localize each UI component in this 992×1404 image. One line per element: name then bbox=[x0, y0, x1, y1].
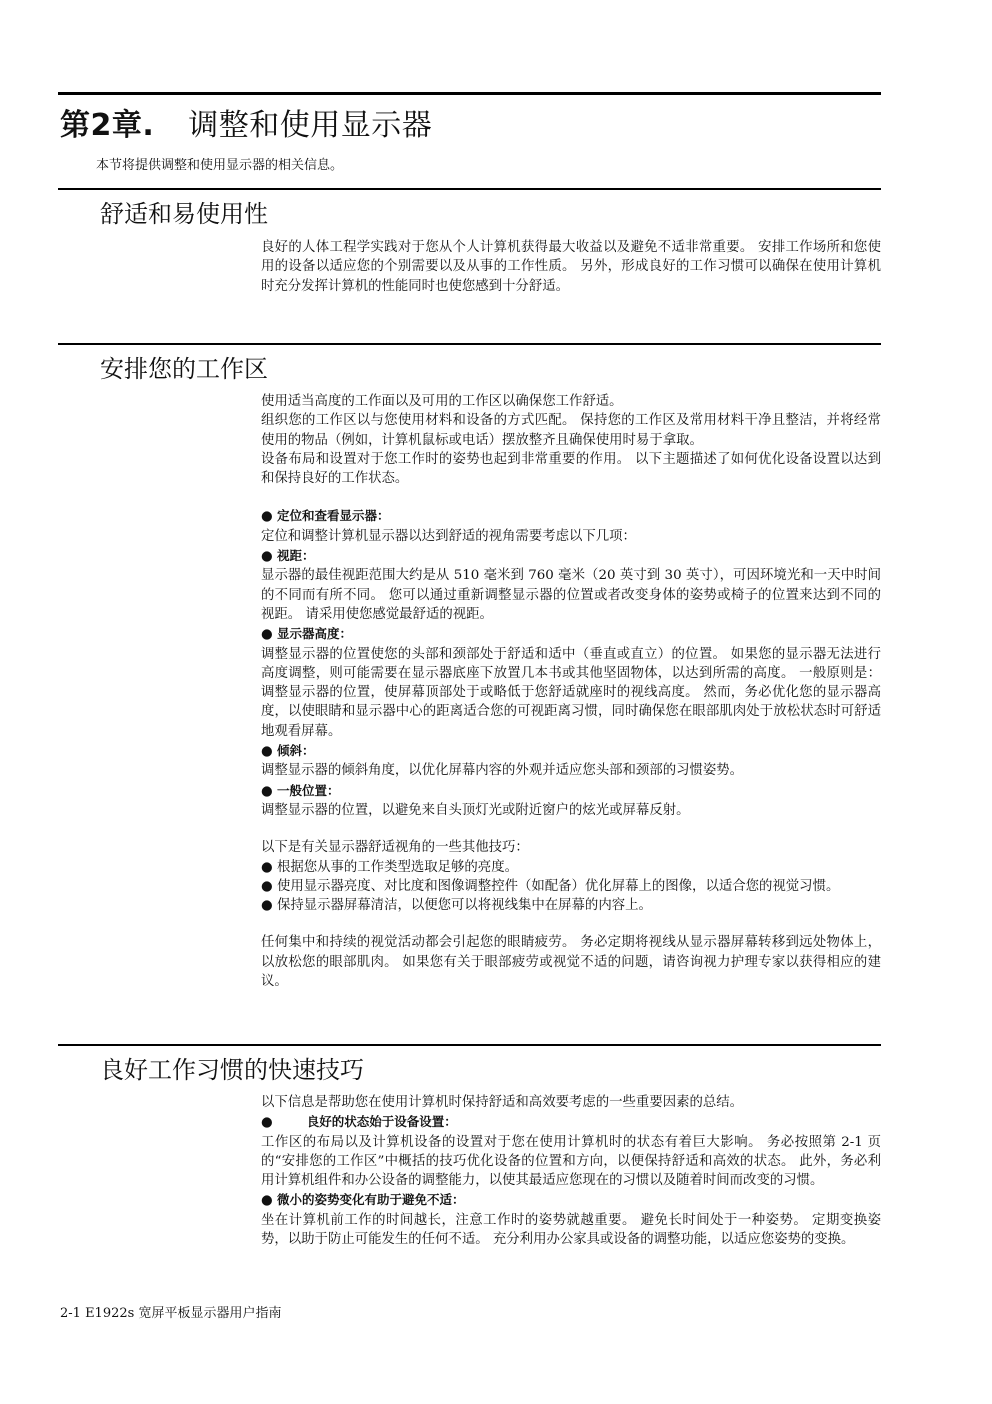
tip-item: ● 使用显示器亮度、对比度和图像调整控件（如配备）优化屏幕上的图像，以适合您的视觉习惯。 bbox=[261, 878, 840, 894]
section-title: 安排您的工作区 bbox=[100, 355, 268, 383]
paragraph: 使用适当高度的工作面以及可用的工作区以确保您工作舒适。 bbox=[261, 394, 623, 409]
section-rule bbox=[58, 1044, 881, 1046]
paragraph: 良好的人体工程学实践对于您从个人计算机获得最大收益以及避免不适非常重要。 安排工作场所和您使用的设备以适应您的个别需要以及从事的工作性质。 另外，形成良好的工作习惯可以确保在使用计算机时充分发挥计算机的性能同时也使您感到十分舒适。 bbox=[261, 240, 881, 294]
chapter-heading: 调整和使用显示器 bbox=[188, 108, 433, 143]
list-item: ● 良好的状态始于设备设置： bbox=[261, 1114, 457, 1131]
page-footer: 2-1 E1922s 宽屏平板显示器用户指南 bbox=[60, 1306, 282, 1321]
chapter-intro: 本节将提供调整和使用显示器的相关信息。 bbox=[96, 158, 344, 173]
list-item: ● 一般位置： bbox=[261, 782, 340, 799]
paragraph: 以下信息是帮助您在使用计算机时保持舒适和高效要考虑的一些重要因素的总结。 bbox=[261, 1095, 744, 1110]
list-item-text: 定位和调整计算机显示器以达到舒适的视角需要考虑以下几项： bbox=[261, 528, 636, 544]
section-body bbox=[261, 238, 881, 296]
list-item-text: 调整显示器的位置，以避免来自头顶灯光或附近窗户的炫光或屏幕反射。 bbox=[261, 802, 690, 818]
list-item: ● 显示器高度： bbox=[261, 626, 352, 643]
chapter-number: 第2章. bbox=[60, 108, 155, 143]
section-rule bbox=[58, 343, 881, 345]
section-body bbox=[261, 392, 881, 991]
section-title: 舒适和易使用性 bbox=[100, 200, 268, 228]
tip-item: ● 根据您从事的工作类型选取足够的亮度。 bbox=[261, 859, 518, 875]
chapter-title bbox=[60, 100, 432, 144]
list-item-text: 显示器的最佳视距范围大约是从 510 毫米到 760 毫米（20 英寸到 30 英寸），可因环境光和一天中时间的不同而有所不同。 您可以通过重新调整显示器的位置或者改变身体的姿势或椅子的位置来达到不同的视距。 请采用使您感觉最舒适的视距。 bbox=[261, 568, 881, 622]
paragraph: 设备布局和设置对于您工作时的姿势也起到非常重要的作用。 以下主题描述了如何优化设备设置以达到和保持良好的工作状态。 bbox=[261, 451, 881, 487]
list-item: ● 视距： bbox=[261, 548, 315, 565]
list-item-text: 调整显示器的位置使您的头部和颈部处于舒适和适中（垂直或直立）的位置。 如果您的显示器无法进行高度调整，则可能需要在显示器底座下放置几本书或其他坚固物体，以达到所需的高度。 一般原则是：调整显示器的位置，使屏幕顶部处于或略低于您舒适就座时的视线高度。 然而，务必优化您的显示器高度，以使眼睛和显示器中心的距离适合您的可视距离习惯，同时确保您在眼部肌肉处于放松状态时可舒适地观看屏幕。 bbox=[261, 646, 881, 739]
list-item: ● 微小的姿势变化有助于避免不适： bbox=[261, 1192, 465, 1209]
section-title: 良好工作习惯的快速技巧 bbox=[100, 1056, 364, 1084]
list-item-text: 调整显示器的倾斜角度，以优化屏幕内容的外观并适应您头部和颈部的习惯姿势。 bbox=[261, 763, 744, 779]
tip-item: ● 保持显示器屏幕清洁，以便您可以将视线集中在屏幕的内容上。 bbox=[261, 898, 652, 914]
paragraph: 任何集中和持续的视觉活动都会引起您的眼睛疲劳。 务必定期将视线从显示器屏幕转移到远处物体上，以放松您的眼部肌肉。 如果您有关于眼部疲劳或视觉不适的问题，请咨询视力护理专家以获得相应的建议。 bbox=[261, 935, 881, 990]
chapter-rule bbox=[58, 92, 881, 95]
list-item-text: 坐在计算机前工作的时间越长，注意工作时的姿势就越重要。 避免长时间处于一种姿势。 定期变换姿势，以助于防止可能发生的任何不适。 充分利用办公家具或设备的调整功能，以适应您姿势的变换。 bbox=[261, 1212, 881, 1248]
section-rule bbox=[58, 188, 881, 190]
paragraph: 组织您的工作区以与您使用材料和设备的方式匹配。 保持您的工作区及常用材料干净且整洁，并将经常使用的物品（例如，计算机鼠标或电话）摆放整齐且确保使用时易于拿取。 bbox=[261, 413, 881, 448]
list-item: ● 定位和查看显示器： bbox=[261, 508, 390, 525]
section-body bbox=[261, 1093, 881, 1249]
list-item: ● 倾斜： bbox=[261, 743, 315, 760]
list-item-text: 工作区的布局以及计算机设备的设置对于您在使用计算机时的状态有着巨大影响。 务必按照第 2-1 页的“安排您的工作区”中概括的技巧优化设备的位置和方向，以便保持舒适和高效的状态。 此外，务必利用计算机组件和办公设备的调整能力，以使其最适应您现在的习惯以及随着时间而改变的习惯。 bbox=[261, 1134, 881, 1189]
paragraph: 以下是有关显示器舒适视角的一些其他技巧： bbox=[261, 840, 529, 856]
